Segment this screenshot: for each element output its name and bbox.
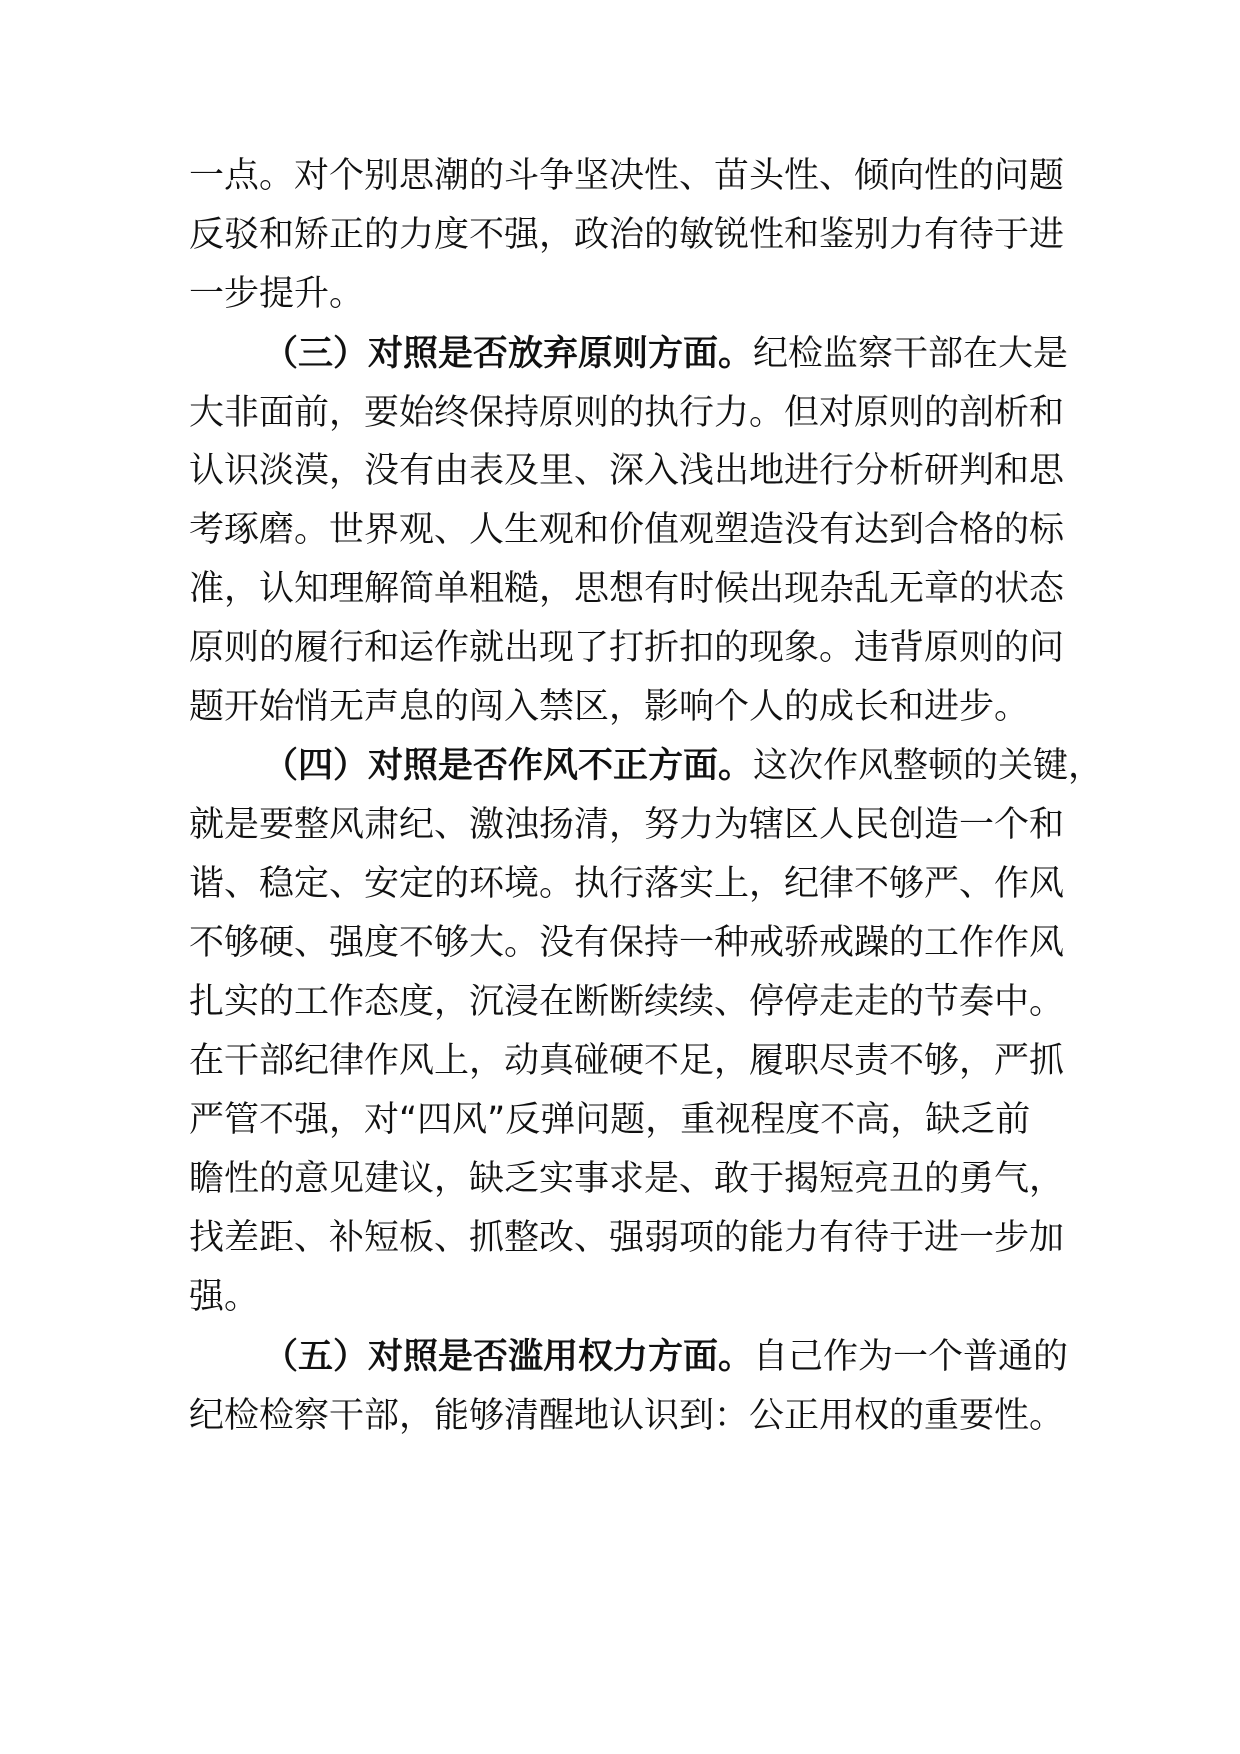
text-line: （五）对照是否滥用权力方面。自己作为一个普通的 [263, 1337, 1069, 1377]
section-heading-3: （三）对照是否放弃原则方面。 [263, 334, 754, 374]
text-line: 瞻性的意见建议，缺乏实事求是、敢于揭短亮丑的勇气， [189, 1159, 1065, 1199]
section-heading-4: （四）对照是否作风不正方面。 [263, 746, 754, 786]
text-line: 在干部纪律作风上，动真碰硬不足，履职尽责不够，严抓 [189, 1041, 1065, 1081]
text-line: 原则的履行和运作就出现了打折扣的现象。违背原则的问 [189, 628, 1065, 668]
text-line: 强。 [189, 1277, 260, 1317]
text-line: 准，认知理解简单粗糙，思想有时候出现杂乱无章的状态 [189, 569, 1065, 609]
text-line: 找差距、补短板、抓整改、强弱项的能力有待于进一步加 [189, 1218, 1065, 1258]
text-line: 严管不强，对“四风”反弹问题，重视程度不高，缺乏前 [189, 1100, 1031, 1140]
text-line: 认识淡漠，没有由表及里、深入浅出地进行分析研判和思 [189, 451, 1065, 491]
text-line: （三）对照是否放弃原则方面。纪检监察干部在大是 [263, 334, 1069, 374]
text-line: 不够硬、强度不够大。没有保持一种戒骄戒躁的工作作风 [189, 923, 1065, 963]
section-heading-5: （五）对照是否滥用权力方面。 [263, 1337, 754, 1377]
text-line: （四）对照是否作风不正方面。这次作风整顿的关键， [263, 746, 1104, 786]
text-line: 谐、稳定、安定的环境。执行落实上，纪律不够严、作风 [189, 864, 1065, 904]
text-line: 一点。对个别思潮的斗争坚决性、苗头性、倾向性的问题 [189, 156, 1065, 196]
text-line: 纪检检察干部，能够清醒地认识到：公正用权的重要性。 [189, 1396, 1065, 1436]
text-line: 反驳和矫正的力度不强，政治的敏锐性和鉴别力有待于进 [189, 215, 1065, 255]
text-line: 扎实的工作态度，沉浸在断断续续、停停走走的节奏中。 [189, 982, 1065, 1022]
text-line: 大非面前，要始终保持原则的执行力。但对原则的剖析和 [189, 393, 1065, 433]
text-line: 考琢磨。世界观、人生观和价值观塑造没有达到合格的标 [189, 510, 1065, 550]
text-line: 就是要整风肃纪、激浊扬清，努力为辖区人民创造一个和 [189, 805, 1065, 845]
text-line: 题开始悄无声息的闯入禁区，影响个人的成长和进步。 [189, 687, 1030, 727]
text-line: 一步提升。 [189, 274, 365, 314]
